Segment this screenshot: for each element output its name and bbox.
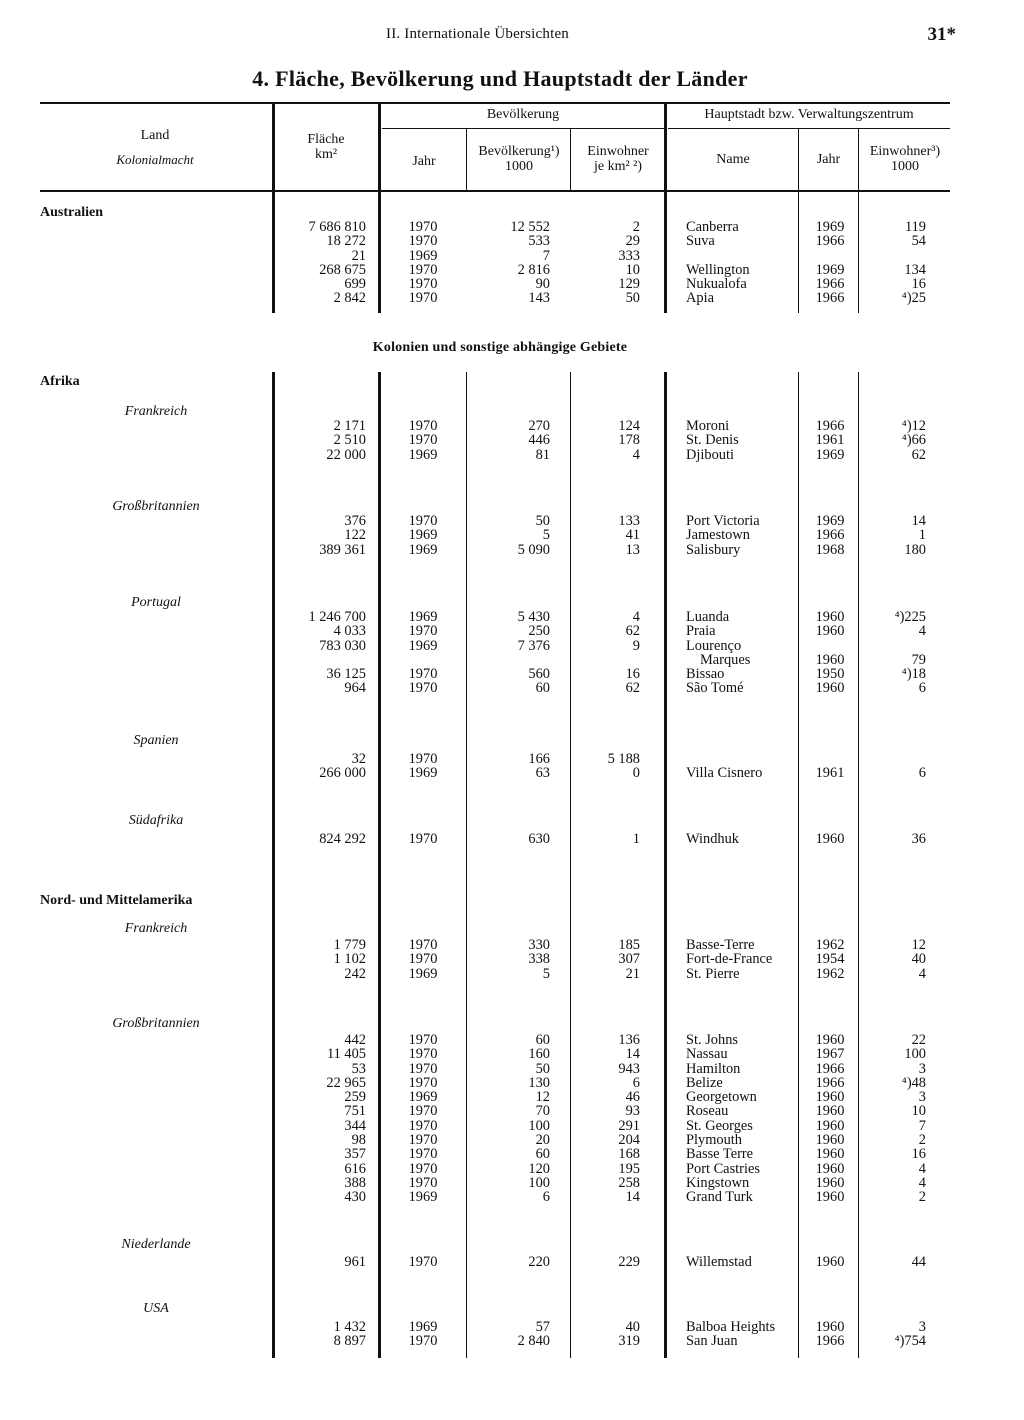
table-row: 2 171 1970 270 124 Moroni 1966 ⁴)12 bbox=[333, 418, 926, 434]
table-row: 388 1970 100 258 Kingstown 1960 4 bbox=[344, 1174, 926, 1191]
table-row: 699 1970 90 129 Nukualofa 1966 16 bbox=[344, 276, 926, 293]
table-row: 2 842 1970 143 50 Apia 1966 ⁴)25 bbox=[333, 290, 926, 307]
header-name: Name bbox=[716, 152, 750, 167]
header-flaeche-unit: km² bbox=[314, 147, 338, 162]
table-row: 32 1970 166 5 188 bbox=[351, 751, 640, 767]
header-hs-einwohner: Einwohner³) bbox=[869, 144, 941, 159]
page-number: 31* bbox=[927, 24, 956, 45]
table-row: 616 1970 120 195 Port Castries 1960 4 bbox=[344, 1160, 926, 1177]
group-afrika-portugal bbox=[0, 610, 1024, 696]
header-hs-jahr: Jahr bbox=[816, 152, 841, 167]
table-top-rule bbox=[40, 102, 950, 104]
group-na-usa bbox=[0, 1320, 1024, 1349]
header-hs-einwohner-unit: 1000 bbox=[891, 159, 919, 174]
table-row: 430 1969 6 14 Grand Turk 1960 2 bbox=[344, 1189, 926, 1206]
region-australien: Australien bbox=[40, 205, 103, 220]
group-afrika-grossbritannien bbox=[0, 514, 1024, 557]
table-row: 18 272 1970 533 29 Suva 1966 54 bbox=[326, 233, 926, 250]
header-bevoelkerung-1000-unit: 1000 bbox=[505, 159, 533, 174]
running-header-title: II. Internationale Übersichten bbox=[386, 26, 570, 42]
header-einwohner: Einwohner bbox=[587, 144, 649, 159]
header-bevoelkerung: Bevölkerung bbox=[486, 107, 560, 122]
header-land: Land bbox=[140, 128, 170, 143]
power-niederlande: Niederlande bbox=[121, 1237, 191, 1252]
table-row: 22 000 1969 81 4 Djibouti 1969 62 bbox=[326, 446, 926, 463]
table-row: 1 779 1970 330 185 Basse-Terre 1962 12 bbox=[333, 937, 926, 953]
power-frankreich: Frankreich bbox=[124, 404, 188, 419]
table-row: 98 1970 20 204 Plymouth 1960 2 bbox=[351, 1132, 926, 1149]
group-na-niederlande bbox=[0, 1255, 1024, 1269]
table-row: 961 1970 220 229 Willemstad 1960 44 bbox=[344, 1254, 926, 1270]
group-afrika-frankreich bbox=[0, 419, 1024, 462]
power-portugal: Portugal bbox=[131, 595, 181, 610]
table-row: 7 686 810 1970 12 552 2 Canberra 1969 119 bbox=[308, 219, 926, 235]
power-grossbritannien: Großbritannien bbox=[112, 499, 200, 514]
header-bevoelkerung-1000: Bevölkerung¹) bbox=[478, 144, 560, 159]
table-row: 53 1970 50 943 Hamilton 1966 3 bbox=[351, 1060, 926, 1077]
power-grossbritannien-na: Großbritannien bbox=[112, 1016, 200, 1031]
header-jahr: Jahr bbox=[412, 154, 436, 169]
table-row: 11 405 1970 160 14 Nassau 1967 100 bbox=[326, 1046, 926, 1063]
header-bottom-rule bbox=[40, 190, 950, 192]
table-row: 1 246 700 1969 5 430 4 Luanda 1960 ⁴)225 bbox=[308, 609, 926, 625]
header-einwohner-unit: je km² ²) bbox=[593, 159, 643, 174]
hauptstadt-subrule bbox=[668, 128, 950, 129]
table-row: 442 1970 60 136 St. Johns 1960 22 bbox=[344, 1032, 926, 1048]
bevoelkerung-subrule bbox=[382, 128, 664, 129]
table-row: 376 1970 50 133 Port Victoria 1969 14 bbox=[344, 513, 926, 529]
table-row: 36 125 1970 560 16 Bissao 1950 ⁴)18 bbox=[326, 666, 926, 683]
table-row: 268 675 1970 2 816 10 Wellington 1969 134 bbox=[319, 261, 926, 278]
table-row: 964 1970 60 62 São Tomé 1960 6 bbox=[344, 680, 926, 697]
table-row: 2 510 1970 446 178 St. Denis 1961 ⁴)66 bbox=[333, 432, 926, 449]
table-row: 783 030 1969 7 376 9 Lourenço bbox=[319, 637, 742, 654]
table-row: Marques 1960 79 bbox=[700, 651, 926, 668]
region-afrika: Afrika bbox=[40, 374, 80, 389]
table-row: 259 1969 12 46 Georgetown 1960 3 bbox=[344, 1089, 926, 1106]
header-kolonialmacht: Kolonialmacht bbox=[116, 152, 194, 167]
table-row: 1 432 1969 57 40 Balboa Heights 1960 3 bbox=[333, 1319, 926, 1335]
table-row: 242 1969 5 21 St. Pierre 1962 4 bbox=[344, 965, 926, 982]
region-nordamerika: Nord- und Mittelamerika bbox=[40, 893, 193, 908]
table-row: 22 965 1970 130 6 Belize 1966 ⁴)48 bbox=[326, 1074, 926, 1091]
group-na-grossbritannien bbox=[0, 1033, 1024, 1205]
table-row: 344 1970 100 291 St. Georges 1960 7 bbox=[344, 1117, 926, 1134]
table-row: 122 1969 5 41 Jamestown 1966 1 bbox=[344, 527, 926, 544]
header-flaeche: Fläche bbox=[307, 132, 345, 147]
group-na-frankreich bbox=[0, 938, 1024, 981]
running-header bbox=[0, 24, 1024, 46]
table-row: 4 033 1970 250 62 Praia 1960 4 bbox=[333, 623, 926, 640]
table-row: 751 1970 70 93 Roseau 1960 10 bbox=[344, 1103, 926, 1120]
page-title: 4. Fläche, Bevölkerung und Hauptstadt der Länder bbox=[252, 66, 748, 91]
group-australien bbox=[0, 220, 1024, 306]
table-row: 389 361 1969 5 090 13 Salisbury 1968 180 bbox=[319, 541, 926, 558]
power-suedafrika: Südafrika bbox=[128, 813, 184, 828]
table-row: 824 292 1970 630 1 Windhuk 1960 36 bbox=[319, 831, 926, 847]
table-row: 1 102 1970 338 307 Fort-de-France 1954 40 bbox=[333, 951, 926, 968]
table-row: 21 1969 7 333 bbox=[351, 247, 640, 264]
group-afrika-spanien bbox=[0, 752, 1024, 781]
table-row: 8 897 1970 2 840 319 San Juan 1966 ⁴)754 bbox=[333, 1333, 926, 1350]
power-usa: USA bbox=[143, 1301, 169, 1316]
section-label-kolonien: Kolonien und sonstige abhängige Gebiete bbox=[372, 340, 628, 355]
power-frankreich-na: Frankreich bbox=[124, 921, 188, 936]
header-hauptstadt: Hauptstadt bzw. Verwaltungszentrum bbox=[704, 107, 914, 122]
table-row: 357 1970 60 168 Basse Terre 1960 16 bbox=[344, 1146, 926, 1163]
power-spanien: Spanien bbox=[133, 733, 179, 748]
group-afrika-suedafrika bbox=[0, 832, 1024, 846]
table-row: 266 000 1969 63 0 Villa Cisnero 1961 6 bbox=[319, 765, 926, 782]
